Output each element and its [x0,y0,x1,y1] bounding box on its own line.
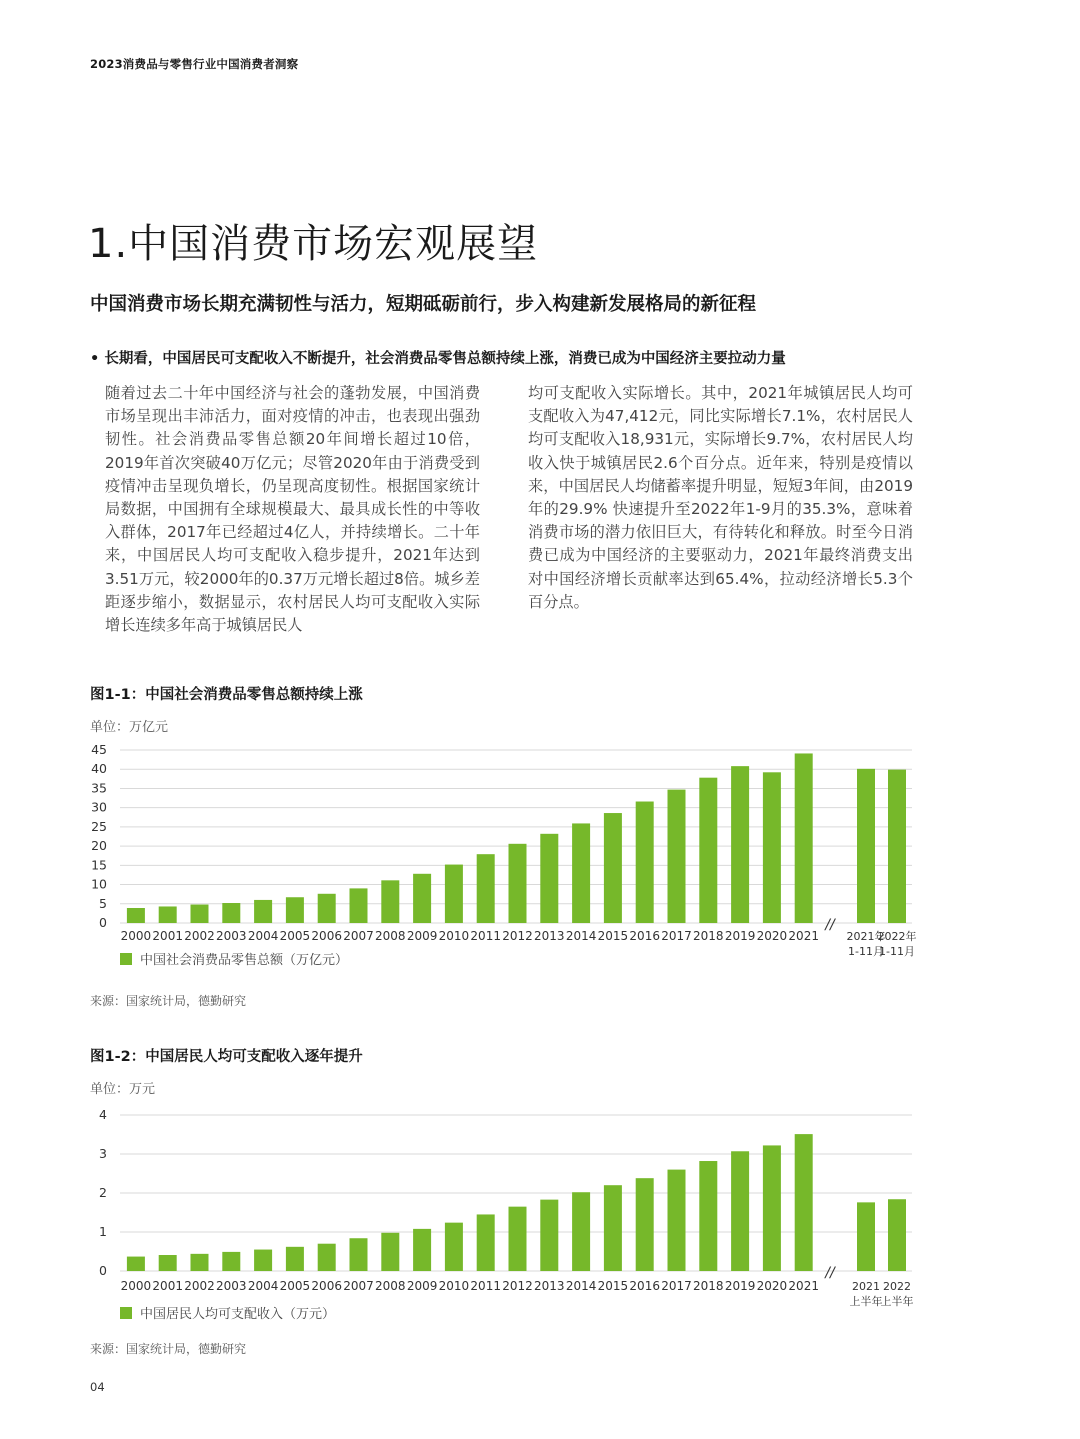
y-tick-label: 45 [91,742,107,757]
x-tick-label: 2013 [534,929,565,943]
bar [191,1254,209,1271]
document-header: 2023消费品与零售行业中国消费者洞察 [90,57,299,71]
x-tick-label: 2001 [152,929,183,943]
x-tick-label: 2014 [565,1279,597,1293]
bar [477,854,495,923]
x-tick-label: 上半年 [880,1295,914,1308]
y-tick-label: 0 [99,1263,107,1278]
figure-1-source: 来源：国家统计局，德勤研究 [90,994,247,1008]
bar [699,778,717,923]
x-tick-label: 2014 [565,929,597,943]
bar [509,844,527,923]
bar [604,813,622,923]
bar [572,823,590,923]
section-subtitle: 中国消费市场长期充满韧性与活力，短期砥砺前行，步入构建新发展格局的新征程 [90,294,757,315]
bar [159,1255,177,1271]
bar [668,790,686,923]
bar [413,1229,431,1271]
bar [636,1178,654,1271]
bar [763,1145,781,1271]
x-tick-label: 2003 [216,929,247,943]
x-tick-label: 2022年 [877,930,917,943]
bar [254,1250,272,1271]
bar [857,769,875,923]
x-tick-label: 2015 [597,929,629,943]
bar [381,1233,399,1271]
body-paragraph-left: 随着过去二十年中国经济与社会的蓬勃发展，中国消费市场呈现出丰沛活力，面对疫情的冲击，也表现出强劲韧性。社会消费品零售总额20年间增长超过10倍，2019年首次突破40万亿元；尽管2020年由于消费受到疫情冲击呈现负增长，仍呈现高度韧性。根据国家统计局数据，中国拥有全球规模最大、最具成长性的中等收入群体，2017年已经超过4亿人，并持续增长。二十年来，中国居民人均可支配收入稳步提升，2021年达到3.51万元，较2000年的0.37万元增长超过8倍。城乡差距逐步缩小，数据显示，农村居民人均可支配收入实际增长连续多年高于城镇居民人 [105,384,480,635]
x-tick-label: 2008 [375,929,406,943]
x-tick-label: 2006 [311,1279,342,1293]
x-tick-label: 2003 [216,1279,247,1293]
figure-1-title: 图1-1：中国社会消费品零售总额持续上涨 [90,687,363,703]
x-tick-label: 2008 [375,1279,406,1293]
y-tick-label: 5 [99,895,107,911]
x-tick-label: 2005 [279,1279,311,1293]
bar [731,766,749,923]
x-tick-label: 2017 [661,929,692,943]
x-tick-label: 2002 [184,929,215,943]
x-tick-label: 2021年 [846,930,886,943]
bar [668,1170,686,1271]
x-tick-label: 2022 [883,1280,911,1293]
y-tick-label: 1 [99,1224,107,1239]
y-tick-label: 20 [91,838,107,854]
x-tick-label: 2007 [343,1279,374,1293]
x-tick-label: 2019 [724,929,756,943]
x-tick-label: 2007 [343,929,374,943]
x-tick-label: 2009 [406,929,438,943]
y-tick-label: 15 [91,857,107,873]
x-tick-label: 2012 [502,1279,533,1293]
bar [286,1247,304,1271]
bar [763,772,781,923]
figure-2-source: 来源：国家统计局，德勤研究 [90,1342,247,1356]
legend-swatch [120,953,132,965]
x-tick-label: 2015 [597,1279,629,1293]
x-tick-label: 2004 [247,1279,279,1293]
y-tick-label: 3 [99,1146,107,1161]
bar [413,874,431,923]
x-tick-label: 2013 [534,1279,565,1293]
bar [127,1257,145,1271]
x-tick-label: 2018 [693,929,724,943]
x-tick-label: 2019 [724,1279,756,1293]
x-tick-label: 2011 [470,929,501,943]
figure-2-chart [0,1105,1080,1330]
y-tick-label: 2 [99,1185,107,1200]
bar [636,802,654,923]
page-number: 04 [90,1380,105,1394]
x-tick-label: 2016 [629,1279,660,1293]
x-tick-label: 2021 [788,929,819,943]
x-tick-label: 2021 [852,1280,880,1293]
bar [254,900,272,923]
y-tick-label: 0 [99,915,107,930]
bar [888,1199,906,1271]
x-tick-label: 2020 [756,929,788,943]
bar [222,903,240,923]
bar [857,1202,875,1271]
x-tick-label: 2009 [406,1279,438,1293]
bar [888,770,906,923]
bar [509,1207,527,1271]
bar [191,905,209,923]
x-tick-label: 上半年 [849,1295,883,1308]
x-tick-label: 2006 [311,929,342,943]
x-tick-label: 2004 [247,929,279,943]
key-point-bullet: • 长期看，中国居民可支配收入不断提升，社会消费品零售总额持续上涨，消费已成为中国经济主要拉动力量 [90,351,786,367]
bar [540,1200,558,1271]
x-tick-label: 2020 [756,1279,788,1293]
figure-2-title: 图1-2：中国居民人均可支配收入逐年提升 [90,1049,363,1065]
y-tick-label: 40 [91,761,107,777]
legend-label: 中国社会消费品零售总额（万亿元） [140,953,349,968]
x-tick-label: 2017 [661,1279,692,1293]
bar [159,906,177,923]
bar [731,1151,749,1271]
bar [127,908,145,923]
bar [699,1161,717,1271]
bar [318,1244,336,1271]
x-tick-label: 2011 [470,1279,501,1293]
bar [445,1223,463,1271]
bar [540,834,558,923]
body-paragraph-right: 均可支配收入实际增长。其中，2021年城镇居民人均可支配收入为47,412元，同比实际增长7.1%，农村居民人均可支配收入18,931元，实际增长9.7%，农村居民人均收入快于城镇居民2.6个百分点。近年来，特别是疫情以来，中国居民人均储蓄率提升明显，短短3年间，由2019年的29.9% 快速提升至2022年1-9月的35.3%，意味着消费市场的潜力依旧巨大，有待转化和释放。时至今日消费已成为中国经济的主要驱动力，2021年最终消费支出对中国经济增长贡献率达到65.4%，拉动经济增长5.3个百分点。 [528,384,913,611]
bar [445,865,463,923]
bar [381,880,399,923]
bar [318,894,336,923]
x-tick-label: 2012 [502,929,533,943]
bar [795,753,813,923]
x-tick-label: 2016 [629,929,660,943]
x-tick-label: 2018 [693,1279,724,1293]
legend-swatch [120,1307,132,1319]
bar [604,1185,622,1271]
legend-label: 中国居民人均可支配收入（万元） [140,1307,336,1322]
figure-2-unit: 单位：万元 [90,1082,156,1097]
y-tick-label: 35 [91,780,107,796]
x-tick-label: 1-11月 [879,945,915,958]
x-tick-label: 2000 [120,1279,152,1293]
x-tick-label: 2005 [279,929,311,943]
x-tick-label: 2021 [788,1279,819,1293]
y-tick-label: 10 [91,876,107,892]
x-tick-label: 2002 [184,1279,215,1293]
bar [222,1252,240,1271]
figure-1-unit: 单位：万亿元 [90,720,169,735]
bar [286,897,304,923]
y-tick-label: 4 [99,1107,107,1122]
bar [477,1214,495,1271]
bar [350,888,368,923]
section-title: 1.中国消费市场宏观展望 [88,221,539,267]
x-tick-label: 2001 [152,1279,183,1293]
axis-break-mark: // [825,917,835,933]
y-tick-label: 30 [91,799,107,815]
x-tick-label: 1-11月 [848,945,884,958]
bar [572,1192,590,1271]
figure-1-chart [0,740,1080,970]
axis-break-mark: // [825,1265,835,1281]
bar [795,1134,813,1271]
bar [350,1238,368,1271]
x-tick-label: 2010 [438,1279,470,1293]
y-tick-label: 25 [91,818,107,834]
x-tick-label: 2000 [120,929,152,943]
x-tick-label: 2010 [438,929,470,943]
